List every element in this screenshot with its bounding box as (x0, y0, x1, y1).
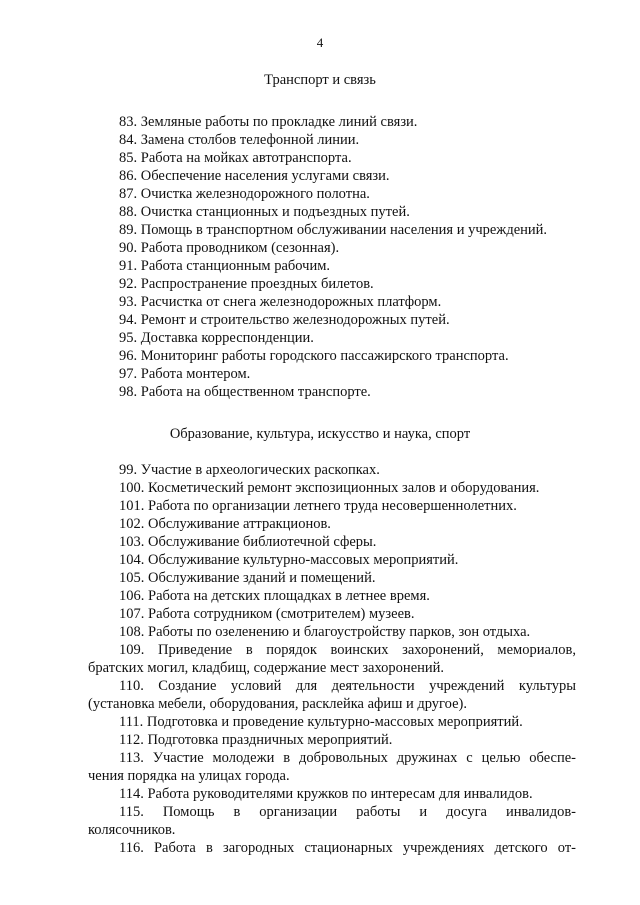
list-item-continuation: чения порядка на улицах города. (88, 768, 290, 784)
list-item-text: 116. Работа в загородных стационарных учреждениях детского от- (119, 840, 576, 856)
list-item-text: 109. Приведение в порядок воинских захоронений, мемориалов, (119, 642, 576, 658)
list-item-text: 90. Работа проводником (сезонная). (119, 240, 340, 256)
list-item (88, 605, 576, 623)
list-item (88, 311, 576, 329)
list-item-text: 110. Создание условий для деятельности учреждений культуры (119, 678, 576, 694)
list-item (88, 515, 576, 533)
list-item (88, 221, 576, 239)
page-number: 4 (316, 35, 324, 50)
list-item (88, 677, 576, 695)
list-item (88, 131, 576, 149)
list-item-text: 114. Работа руководителями кружков по интересам для инвалидов. (119, 786, 533, 802)
section-heading-transport: Транспорт и связь (264, 72, 376, 88)
list-item-text: 104. Обслуживание культурно-массовых мероприятий. (119, 552, 459, 568)
list-item-text: 94. Ремонт и строительство железнодорожных путей. (119, 312, 450, 328)
list-item (88, 347, 576, 365)
list-item-text: 100. Косметический ремонт экспозиционных залов и оборудования. (119, 480, 540, 496)
list-item (88, 713, 576, 731)
list-item-text: 97. Работа монтером. (119, 366, 251, 382)
list-item-text: 112. Подготовка праздничных мероприятий. (119, 732, 393, 748)
list-item (88, 185, 576, 203)
list-item-text: 89. Помощь в транспортном обслуживании населения и учреждений. (119, 222, 548, 238)
list-item-text: 103. Обслуживание библиотечной сферы. (119, 534, 377, 550)
list-item (88, 479, 576, 497)
section-heading-education: Образование, культура, искусство и наука, спорт (169, 426, 471, 442)
list-item (88, 461, 576, 479)
list-item-text: 111. Подготовка и проведение культурно-массовых мероприятий. (119, 714, 523, 730)
list-item (88, 533, 576, 551)
section-list-education (88, 461, 576, 857)
list-item (88, 329, 576, 347)
list-item (88, 731, 576, 749)
list-item (88, 497, 576, 515)
list-item-text: 88. Очистка станционных и подъездных путей. (119, 204, 410, 220)
list-item-text: 95. Доставка корреспонденции. (119, 330, 314, 346)
list-item-text: 84. Замена столбов телефонной линии. (119, 132, 360, 148)
list-item (88, 383, 576, 401)
list-item-text: 107. Работа сотрудником (смотрителем) музеев. (119, 606, 415, 622)
list-item (88, 551, 576, 569)
list-item-text: 91. Работа станционным рабочим. (119, 258, 331, 274)
list-item (88, 641, 576, 659)
list-item-text: 101. Работа по организации летнего труда несовершеннолетних. (119, 498, 517, 514)
list-item-text: 96. Мониторинг работы городского пассажирского транспорта. (119, 348, 509, 364)
list-item (88, 623, 576, 641)
list-item (88, 167, 576, 185)
list-item-text: 92. Распространение проездных билетов. (119, 276, 374, 292)
list-item-text: 83. Земляные работы по прокладке линий связи. (119, 114, 418, 130)
list-item (88, 149, 576, 167)
list-item (88, 365, 576, 383)
list-item (88, 293, 576, 311)
list-item (88, 749, 576, 767)
list-item-text: 85. Работа на мойках автотранспорта. (119, 150, 352, 166)
list-item-continuation: (установка мебели, оборудования, расклейка афиш и другое). (88, 696, 467, 712)
list-item-text: 105. Обслуживание зданий и помещений. (119, 570, 376, 586)
list-item-continuation: братских могил, кладбищ, содержание мест захоронений. (88, 660, 445, 676)
list-item (88, 785, 576, 803)
list-item-text: 93. Расчистка от снега железнодорожных платформ. (119, 294, 442, 310)
list-item (88, 569, 576, 587)
list-item-continuation: колясочников. (88, 822, 176, 838)
list-item (88, 239, 576, 257)
list-item-text: 98. Работа на общественном транспорте. (119, 384, 371, 400)
list-item-text: 115. Помощь в организации работы и досуга инвалидов- (119, 804, 576, 820)
list-item-text: 108. Работы по озеленению и благоустройству парков, зон отдыха. (119, 624, 531, 640)
list-item (88, 113, 576, 131)
list-item-text: 106. Работа на детских площадках в летнее время. (119, 588, 430, 604)
section-list-transport (88, 113, 576, 401)
list-item (88, 275, 576, 293)
list-item-text: 99. Участие в археологических раскопках. (119, 462, 380, 478)
list-item (88, 803, 576, 821)
list-item-text: 102. Обслуживание аттракционов. (119, 516, 331, 532)
list-item-text: 86. Обеспечение населения услугами связи. (119, 168, 390, 184)
list-item-text: 113. Участие молодежи в добровольных дружинах с целью обеспе- (119, 750, 576, 766)
list-item-text: 87. Очистка железнодорожного полотна. (119, 186, 370, 202)
list-item (88, 203, 576, 221)
list-item (88, 257, 576, 275)
list-item (88, 587, 576, 605)
list-item (88, 839, 576, 857)
